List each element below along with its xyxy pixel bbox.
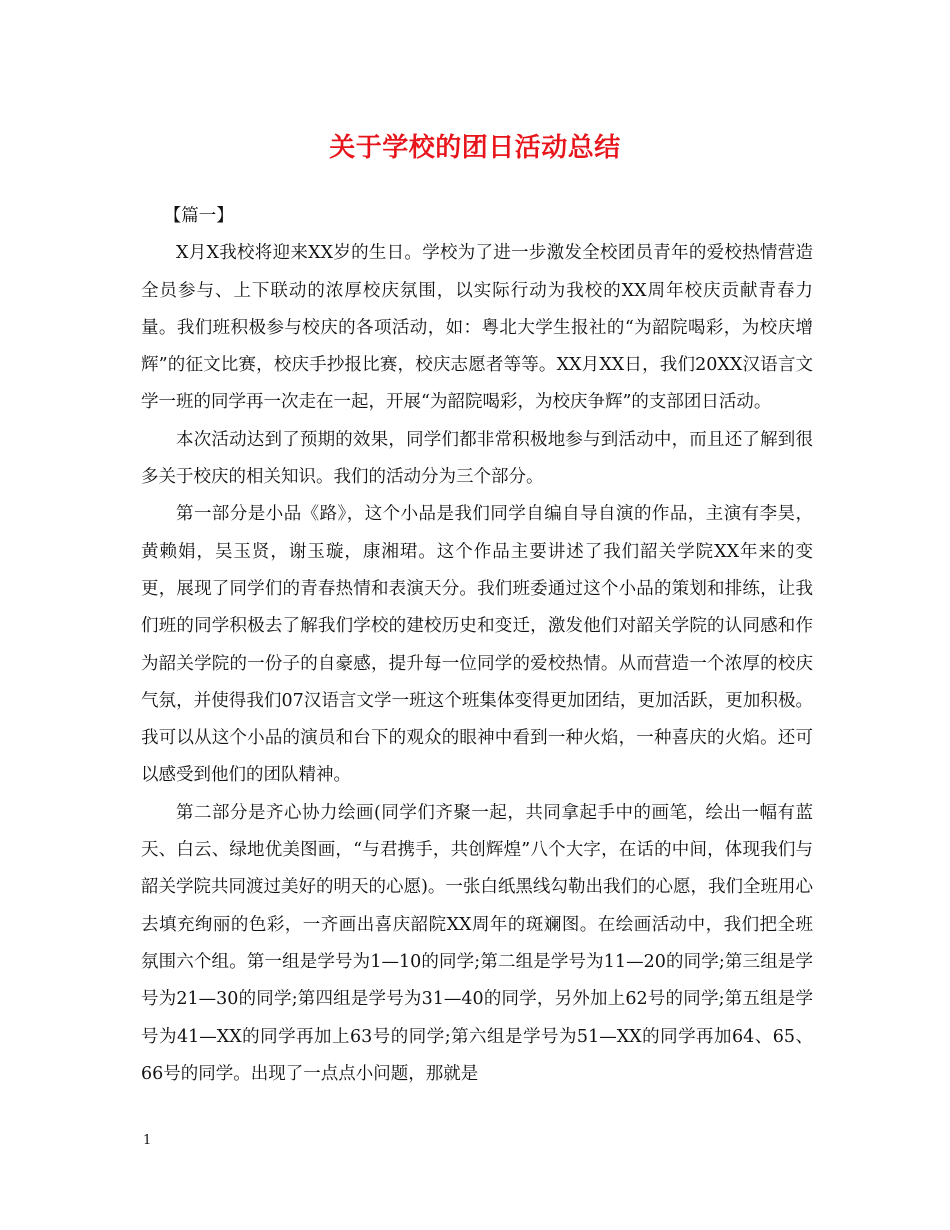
section-label: 【篇一】	[163, 206, 234, 226]
paragraph-1: X月X我校将迎来XX岁的生日。学校为了进一步激发全校团员青年的爱校热情营造全员参与、上下联动的浓厚校庆氛围，以实际行动为我校的XX周年校庆贡献青春力量。我们班积极参与校庆的各项活动，如：粤北大学生报社的“为韶院喝彩，为校庆增辉”的征文比赛，校庆手抄报比赛，校庆志愿者等等。XX月XX日，我们20XX汉语言文学一班的同学再一次走在一起，开展“为韶院喝彩，为校庆争辉”的支部团日活动。	[141, 243, 813, 413]
paragraph-4: 第二部分是齐心协力绘画(同学们齐聚一起，共同拿起手中的画笔，绘出一幅有蓝天、白云、绿地优美图画，“与君携手，共创辉煌”八个大字，在话的中间，体现我们与韶关学院共同渡过美好的明天的心愿)。一张白纸黑线勾勒出我们的心愿，我们全班用心去填充绚丽的色彩，一齐画出喜庆韶院XX周年的斑斓图。在绘画活动中，我们把全班氛围六个组。第一组是学号为1—10的同学;第二组是学号为11—20的同学;第三组是学号为21—30的同学;第四组是学号为31—40的同学，另外加上62号的同学;第五组是学号为41—XX的同学再加上63号的同学;第六组是学号为51—XX的同学再加64、65、66号的同学。出现了一点点小问题，那就是	[141, 802, 813, 1084]
page-number: 1	[143, 1133, 152, 1148]
document-body	[141, 198, 813, 1093]
document-title: 关于学校的团日活动总结	[329, 133, 621, 163]
paragraph-3: 第一部分是小品《路》，这个小品是我们同学自编自导自演的作品，主演有李昊，黄赖娟，吴玉贤，谢玉璇，康湘珺。这个作品主要讲述了我们韶关学院XX年来的变更，展现了同学们的青春热情和表演天分。我们班委通过这个小品的策划和排练，让我们班的同学积极去了解我们学校的建校历史和变迁，激发他们对韶关学院的认同感和作为韶关学院的一份子的自豪感，提升每一位同学的爱校热情。从而营造一个浓厚的校庆气氛，并使得我们07汉语言文学一班这个班集体变得更加团结，更加活跃，更加积极。我可以从这个小品的演员和台下的观众的眼神中看到一种火焰，一种喜庆的火焰。还可以感受到他们的团队精神。	[141, 504, 813, 786]
paragraph-2: 本次活动达到了预期的效果，同学们都非常积极地参与到活动中，而且还了解到很多关于校庆的相关知识。我们的活动分为三个部分。	[141, 429, 813, 488]
